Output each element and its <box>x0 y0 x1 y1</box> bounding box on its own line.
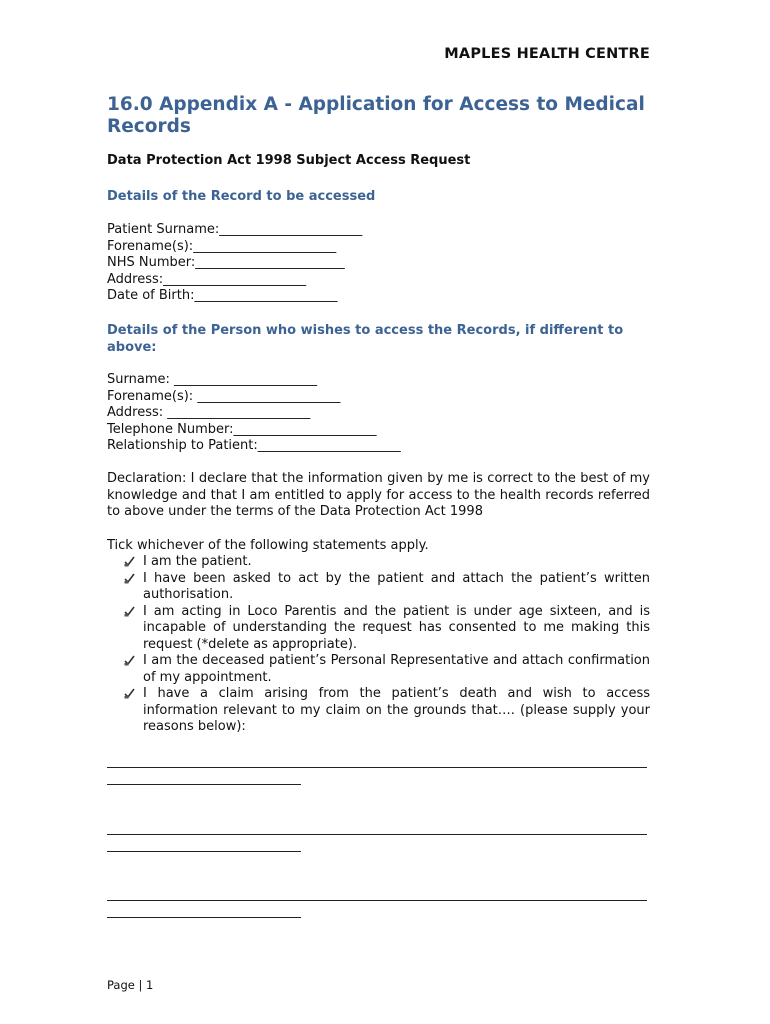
date-of-birth-field[interactable]: Date of Birth:______________________ <box>107 288 338 303</box>
tick-bullet-icon <box>124 556 135 567</box>
relationship-field[interactable]: Relationship to Patient:______________________ <box>107 438 401 453</box>
tick-bullet-icon <box>124 655 135 666</box>
applicant-forenames-field[interactable]: Forename(s): ______________________ <box>107 388 341 404</box>
reason-line[interactable] <box>107 784 301 785</box>
nhs-number-field[interactable]: NHS Number:_______________________ <box>107 255 345 270</box>
page-number: Page | 1 <box>107 978 154 992</box>
tick-bullet-icon <box>124 688 135 699</box>
reason-line[interactable] <box>107 834 647 835</box>
declaration-text: Declaration: I declare that the information given by me is correct to the best of my knowledge and that I am entitled to apply for access to the health records referred to above under the terms of the Data Protection Act 1998 <box>107 471 650 519</box>
statement-item[interactable] <box>107 604 650 654</box>
reason-line[interactable] <box>107 900 647 901</box>
reason-line[interactable] <box>107 767 647 768</box>
statement-item[interactable] <box>107 686 650 736</box>
statement-list <box>107 554 650 736</box>
page-title: 16.0 Appendix A - Application for Access to Medical Records <box>107 94 645 137</box>
statement-text: I am the deceased patient’s Personal Representative and attach confirmation of my appointment. <box>143 653 650 685</box>
record-section-heading: Details of the Record to be accessed <box>107 189 376 204</box>
person-section-heading: Details of the Person who wishes to access the Records, if different to above: <box>107 323 624 355</box>
applicant-surname-field[interactable]: Surname: ______________________ <box>107 372 317 387</box>
practice-name-header: MAPLES HEALTH CENTRE <box>444 46 650 62</box>
patient-surname-field[interactable]: Patient Surname:______________________ <box>107 222 363 237</box>
form-subtitle: Data Protection Act 1998 Subject Access Request <box>107 153 471 168</box>
statement-item[interactable] <box>107 653 650 686</box>
forenames-field[interactable]: Forename(s):______________________ <box>107 238 337 254</box>
statement-item[interactable] <box>107 571 650 604</box>
statement-text: I have been asked to act by the patient and attach the patient’s written authorisation. <box>143 570 650 602</box>
address-field[interactable]: Address:______________________ <box>107 271 307 287</box>
tick-bullet-icon <box>124 606 135 617</box>
statement-text: I am the patient. <box>143 554 252 569</box>
statement-text: I have a claim arising from the patient’s death and wish to access information relevant to my claim on the grounds that…. (please supply your reasons below): <box>143 686 650 734</box>
applicant-address-field[interactable]: Address: ______________________ <box>107 405 311 420</box>
tick-instructions: Tick whichever of the following statements apply. <box>107 538 429 553</box>
reason-line[interactable] <box>107 917 301 918</box>
statement-item[interactable] <box>107 554 650 571</box>
statement-text: I am acting in Loco Parentis and the patient is under age sixteen, and is incapable of understanding the request has consented to me making this request (*delete as appropriate). <box>143 603 650 652</box>
reason-line[interactable] <box>107 851 301 852</box>
telephone-number-field[interactable]: Telephone Number:______________________ <box>107 421 377 437</box>
tick-bullet-icon <box>124 573 135 584</box>
